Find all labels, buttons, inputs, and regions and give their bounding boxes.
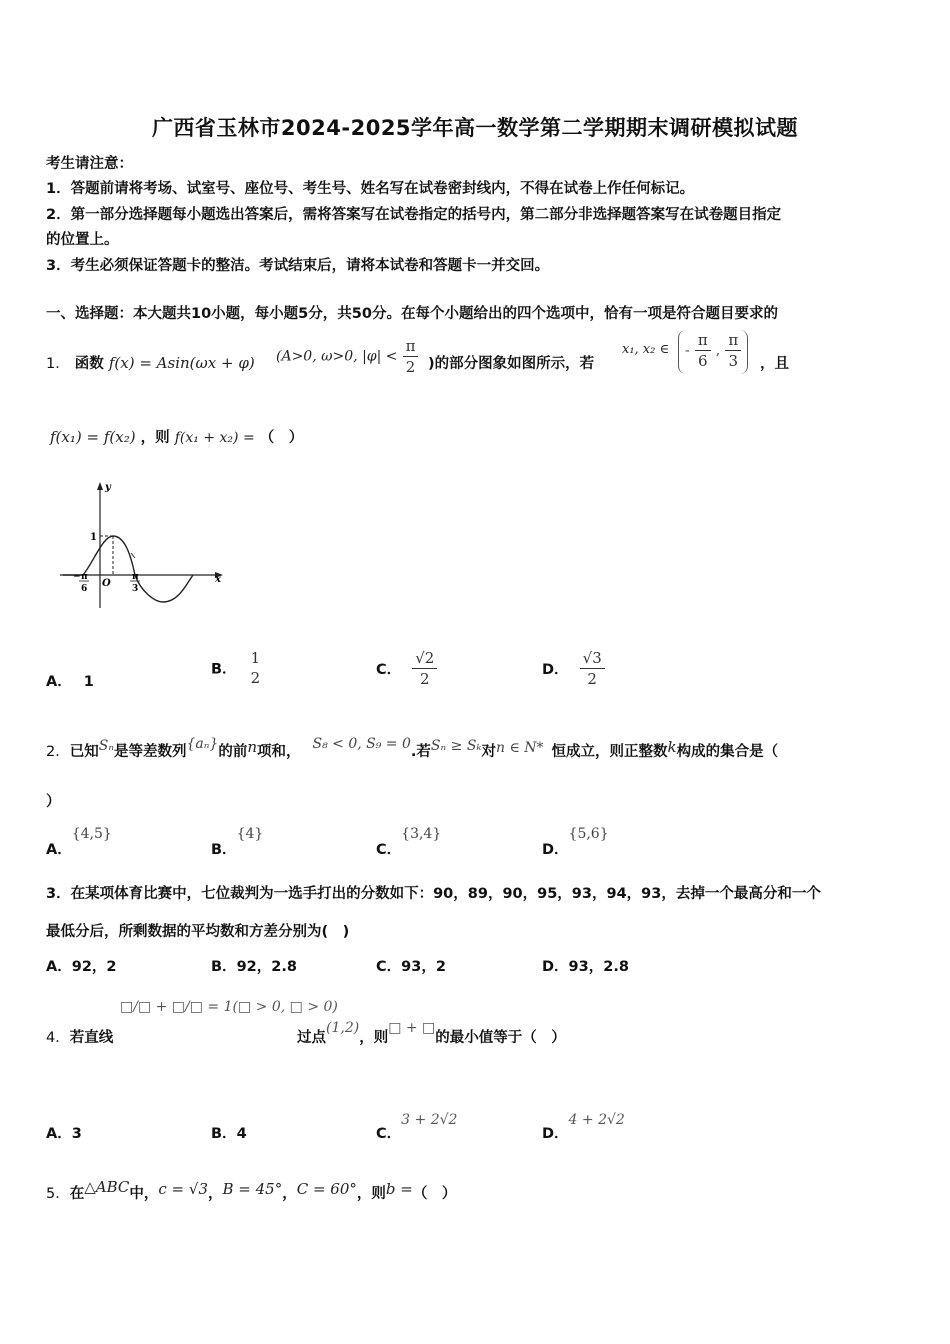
q5-paren: （ ） (412, 1186, 457, 1202)
q2-cond1: S₈ < 0, S₉ = 0 (312, 736, 411, 752)
q4-option-d[interactable] (542, 1108, 625, 1142)
q5-c: c = √3 (158, 1180, 208, 1198)
q1-option-d-label: D． (542, 662, 569, 678)
q1-option-b[interactable] (211, 648, 263, 688)
q1-pi-over-2 (403, 336, 419, 377)
q1-pi3 (725, 330, 741, 371)
q2-cond3: n ∈ N* (496, 740, 544, 756)
q1-pi6 (695, 330, 711, 371)
x-label: x (215, 574, 221, 585)
q2-option-c[interactable] (376, 822, 442, 858)
q3-option-d-value: 93，2.8 (568, 959, 629, 975)
q2-option-d-label: D． (542, 842, 569, 858)
pi3-num-label: π (132, 572, 139, 582)
q2-option-b-value: {4} (236, 826, 264, 842)
q5-number: 5． (46, 1186, 70, 1202)
q4-option-d-label: D． (542, 1126, 569, 1142)
q4-option-a[interactable] (46, 1108, 82, 1142)
page-title: 广西省玉林市2024-2025学年高一数学第二学期期末调研模拟试题 (151, 116, 799, 140)
q4-line1-start (46, 1026, 113, 1047)
notice-item-1: 1．答题前请将考场、试室号、座位号、考生号、姓名写在试卷密封线内，不得在试卷上作任何标记。 (46, 181, 695, 197)
q1-interval: - $\frac{\pi}{6}$ , $\frac{\pi}{3}$ (678, 330, 748, 374)
q4-option-c-value: 3 + 2√2 (401, 1112, 458, 1128)
q3-option-a[interactable] (46, 955, 117, 976)
q5-line (46, 1178, 457, 1203)
q1-option-c-label: C． (376, 662, 402, 678)
y-axis-arrow-icon (97, 482, 103, 490)
q2-option-a-value: {4,5} (71, 826, 112, 842)
q2-n: n (247, 738, 258, 756)
q2-option-a-label: A． (46, 842, 72, 858)
q1-pi3-num: π (725, 330, 741, 351)
q1-pi6-den: 6 (697, 352, 708, 370)
q2-line1 (46, 736, 779, 761)
q1-option-a-label: A． (46, 674, 72, 690)
q3-option-b-value: 92，2.8 (236, 959, 297, 975)
q2-option-d-value: {5,6} (568, 826, 609, 842)
q1-option-d[interactable] (542, 648, 605, 689)
q2-an: {aₙ} (186, 736, 219, 752)
origin-label: O (102, 578, 111, 589)
pi6-num-label: π (81, 572, 88, 582)
q1-pi6-num: π (695, 330, 711, 351)
q1-option-d-num: √3 (580, 648, 605, 669)
q4-option-a-value: 3 (71, 1126, 82, 1142)
q5-text-2: 中， (129, 1186, 159, 1202)
q3-option-c-value: 93，2 (401, 959, 446, 975)
q1-option-b-frac (248, 648, 264, 688)
q1-function: f(x) = Asin(ωx + φ) (108, 354, 255, 372)
q4-option-c-label: C． (376, 1126, 402, 1142)
curve-tick (131, 553, 135, 558)
q2-k: k (667, 738, 677, 756)
q1-text-3: ，且 (760, 356, 789, 372)
q2-text-5: .若 (410, 744, 431, 760)
q4-option-d-value: 4 + 2√2 (568, 1112, 625, 1128)
q1-text-2: )的部分图象如图所示，若 (428, 356, 595, 372)
q1-option-c[interactable] (376, 648, 437, 689)
q3-option-b-label: B． (211, 959, 237, 975)
q1-option-b-den: 2 (250, 669, 261, 687)
q1-text-1: 函数 (74, 356, 104, 372)
q3-option-d-label: D． (542, 959, 569, 975)
q1-text-4: ，则 (140, 430, 170, 446)
q1-graph (55, 478, 235, 613)
q1-option-a-value: 1 (83, 674, 94, 690)
q2-option-b-label: B． (211, 842, 237, 858)
q4-option-b-value: 4 (236, 1126, 247, 1142)
q3-option-a-label: A． (46, 959, 72, 975)
q1-number: 1． (46, 356, 70, 372)
q4-option-b[interactable] (211, 1108, 247, 1142)
q1-line2 (50, 426, 303, 447)
q3-option-d[interactable] (542, 955, 629, 976)
q1-line1 (46, 352, 255, 373)
q1-option-d-frac (580, 648, 605, 689)
pi6-den-label: 6 (81, 584, 88, 594)
q3-option-b[interactable] (211, 955, 297, 976)
q2-option-d[interactable] (542, 822, 609, 858)
q2-option-b[interactable] (211, 822, 264, 858)
q5-ask: b = (385, 1180, 413, 1198)
q1-option-b-label: B． (211, 661, 237, 678)
q3-line1: 3．在某项体育比赛中，七位裁判为一选手打出的分数如下：90，89，90，95，93，94，93，去掉一个最高分和一个 (46, 886, 821, 902)
q4-option-c[interactable] (376, 1108, 458, 1142)
q4-text-3: ，则 (359, 1030, 389, 1046)
q2-text-3: 的前 (218, 744, 248, 760)
q1-option-d-den: 2 (587, 670, 597, 688)
q2-option-a[interactable] (46, 822, 112, 858)
one-label: 1 (90, 532, 97, 543)
q1-option-c-frac (412, 648, 437, 689)
q1-option-c-den: 2 (420, 670, 430, 688)
q4-text-1: 若直线 (69, 1030, 114, 1046)
notice-heading: 考生请注意： (46, 156, 133, 172)
q2-cond2: Sₙ ≥ Sₖ (430, 738, 482, 754)
q5-comma-1: ， (208, 1186, 223, 1202)
pi3-den-label: 3 (132, 584, 139, 594)
q1-option-c-num: √2 (412, 648, 437, 669)
q2-text-4: 项和， (257, 744, 301, 760)
q2-text-9: ） (46, 794, 61, 810)
q1-condition (276, 336, 418, 377)
q4-option-a-label: A． (46, 1126, 72, 1142)
q4-line1-end (297, 1020, 566, 1047)
notice-item-2: 2．第一部分选择题每小题选出答案后，需将答案写在试卷指定的括号内，第二部分非选择题答案写在试卷题目指定 (46, 207, 782, 223)
q5-c-angle: C = 60° (296, 1180, 357, 1198)
notice-item-2-cont: 的位置上。 (46, 232, 119, 248)
q4-line-equation: □/□ + □/□ = 1(□ > 0, □ > 0) (120, 999, 338, 1015)
q2-text-8: 构成的集合是（ (676, 744, 779, 760)
q1-option-b-num: 1 (250, 649, 261, 667)
neg-sign-label: − (73, 572, 81, 582)
q5-triangle: △ABC (84, 1178, 130, 1196)
q4-point: (1,2) (326, 1020, 360, 1036)
section-heading: 一、选择题：本大题共10小题，每小题5分，共50分。在每个小题给出的四个选项中，恰有一项是符合题目要求的 (46, 306, 778, 322)
q1-two: 2 (405, 358, 416, 376)
q4-text-4: 的最小值等于（ ） (435, 1030, 566, 1046)
q3-option-c-label: C． (376, 959, 402, 975)
q1-pi3-den: 3 (728, 352, 739, 370)
q2-option-c-value: {3,4} (401, 826, 442, 842)
q5-comma-2: ， (282, 1186, 297, 1202)
q4-text-2: 过点 (297, 1030, 326, 1046)
y-label: y (105, 482, 111, 493)
q5-b-angle: B = 45° (222, 1180, 283, 1198)
q2-text-2: 是等差数列 (114, 744, 187, 760)
q2-number: 2． (46, 744, 70, 760)
q2-option-c-label: C． (376, 842, 402, 858)
q2-sn: Sₙ (98, 738, 114, 754)
q1-cond-text: (A>0, ω>0, |φ| < (276, 348, 398, 365)
q1-pi: π (403, 336, 419, 357)
q1-xs: x₁, x₂ ∈ (622, 342, 670, 357)
q5-text-3: ，则 (356, 1186, 386, 1202)
q3-option-a-value: 92，2 (71, 959, 117, 975)
q2-text-6: 对 (481, 744, 497, 760)
q5-text-1: 在 (69, 1186, 85, 1202)
q4-expr: □ + □ (388, 1020, 436, 1036)
q3-line2: 最低分后，所剩数据的平均数和方差分别为( ) (46, 924, 350, 940)
q1-paren: （ ） (259, 430, 304, 446)
q2-text-7: 恒成立，则正整数 (551, 744, 668, 760)
q4-number: 4． (46, 1030, 70, 1046)
notice-item-3: 3．考生必须保证答题卡的整洁。考试结束后，请将本试卷和答题卡一并交回。 (46, 258, 550, 274)
q1-eq2: f(x₁ + x₂) = (174, 430, 255, 446)
q1-eq: f(x₁) = f(x₂) (50, 428, 136, 446)
q3-option-c[interactable] (376, 955, 446, 976)
q1-neg: - (685, 342, 690, 359)
q4-option-b-label: B． (211, 1126, 237, 1142)
q2-text-1: 已知 (69, 744, 99, 760)
q1-option-a[interactable] (46, 670, 94, 691)
